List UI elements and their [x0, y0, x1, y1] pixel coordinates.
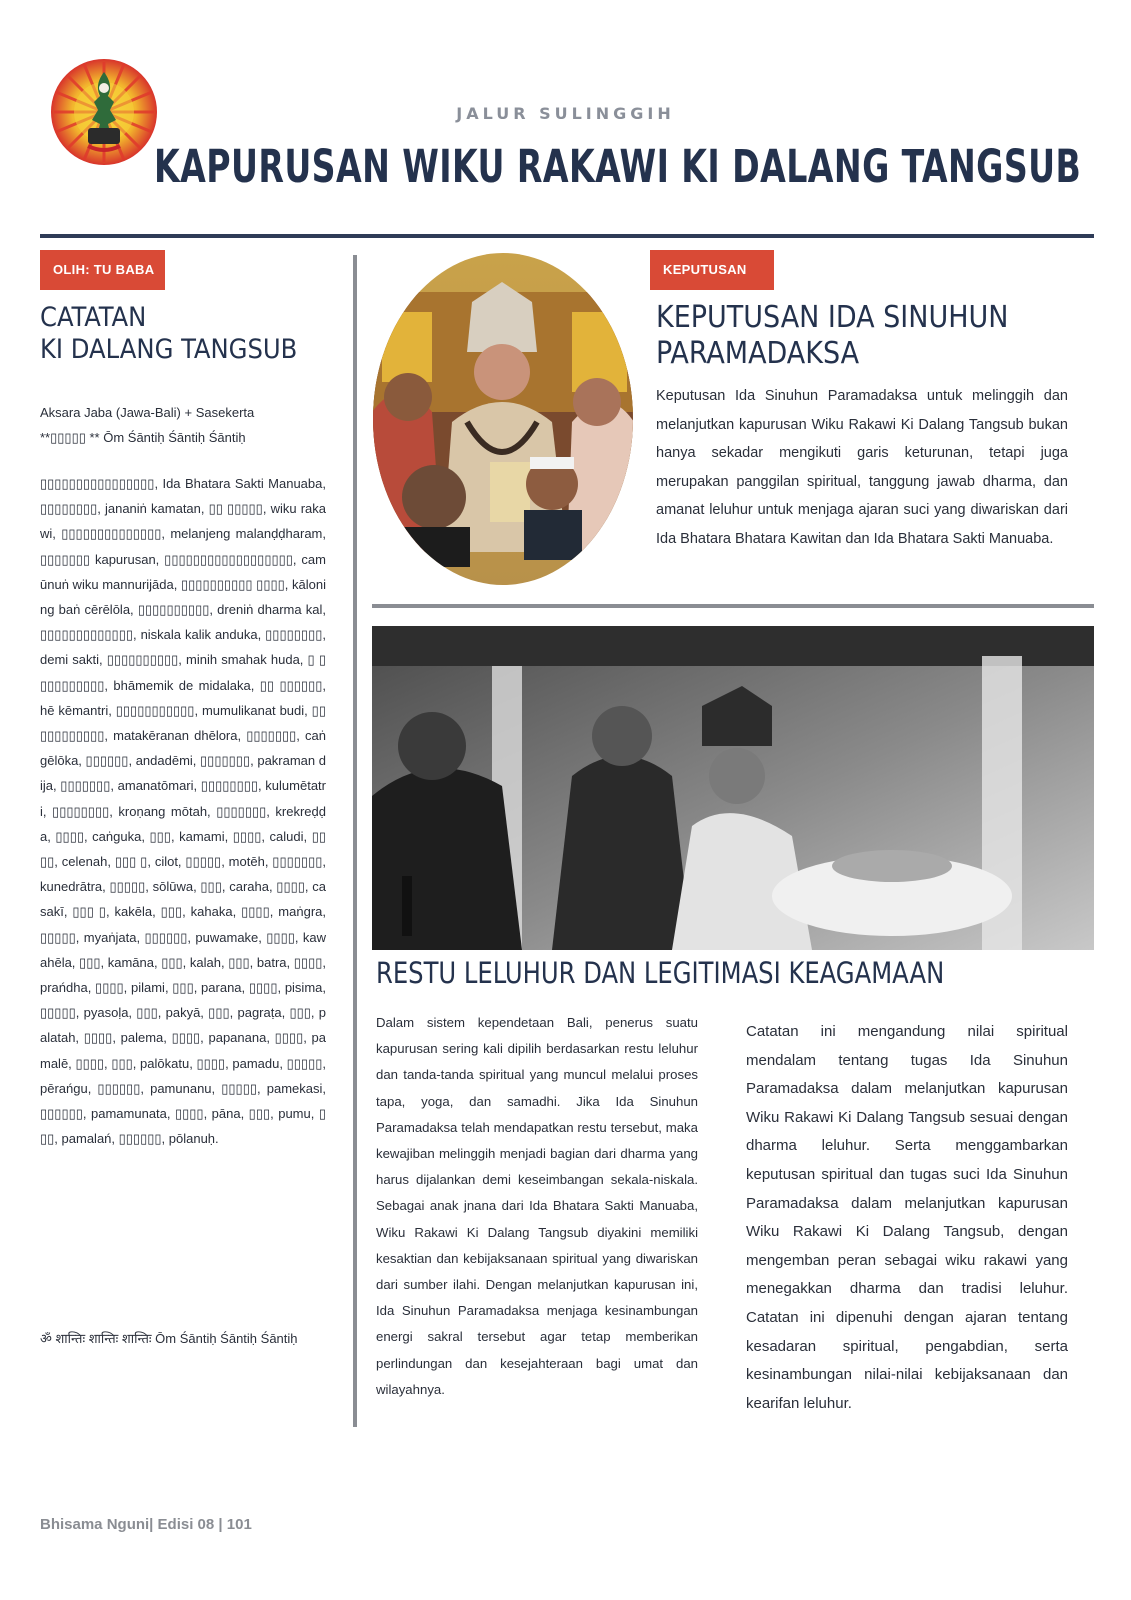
restu-section-title: RESTU LELUHUR DAN LEGITIMASI KEAGAMAAN [376, 956, 945, 990]
decision-title-line-2: PARAMADAKSA [656, 336, 860, 371]
page-title: KAPURUSAN WIKU RAKAWI KI DALANG TANGSUB [154, 140, 1082, 193]
left-subtitle [40, 400, 330, 450]
left-subtitle-line-2: **▯▯▯▯▯ ** Ōm Śāntiḥ Śāntiḥ Śāntiḥ [40, 430, 246, 445]
left-title-line-2: KI DALANG TANGSUB [40, 334, 298, 365]
decision-title-line-1: KEPUTUSAN IDA SINUHUN [656, 300, 1009, 335]
restu-body-column-1: Dalam sistem kependetaan Bali, penerus suatu kapurusan sering kali dipilih berdasarkan restu leluhur dan tanda-tanda spiritual yang muncul melalui proses tapa, yoga, dan samadhi. Jika Ida Sinuhun Paramadaksa telah mendapatkan restu tersebut, maka kewajiban melinggih menjadi bagian dari dharma yang harus dijalankan demi keseimbangan sekala-niskala. Sebagai anak jnana dari Ida Bhatara Sakti Manuaba, Wiku Rakawi Ki Dalang Tangsub diyakini memiliki kesaktian dan kebijaksanaan spiritual yang diwariskan dari sumber ilahi. Dengan melanjutkan kapurusan ini, Ida Sinuhun Paramadaksa menjaga kesinambungan energi sakral tersebut agar tetap memberikan perlindungan dan kesejahteraan bagi umat dan wilayahnya. [376, 1015, 698, 1397]
author-badge: OLIH: TU BABA [40, 250, 165, 290]
ceremony-bw-photo [372, 626, 1094, 950]
column-divider [353, 255, 357, 1427]
priests-circle-photo [372, 252, 634, 586]
left-subtitle-line-1: Aksara Jaba (Jawa-Bali) + Sasekerta [40, 405, 255, 420]
decision-title [656, 300, 1076, 372]
left-title-line-1: CATATAN [40, 302, 147, 333]
decision-body-text: Keputusan Ida Sinuhun Paramadaksa untuk melinggih dan melanjutkan kapurusan Wiku Rakawi Ki Dalang Tangsub bukan hanya sekadar mengikuti garis keturunan, tetapi juga merupakan panggilan spiritual, tanggung jawab dharma, dan amanat leluhur untuk menjaga ajaran suci yang diwariskan dari Ida Bhatara Bhatara Kawitan dan Ida Bhatara Sakti Manuaba. [656, 388, 1068, 547]
left-body-text: ▯▯▯▯▯▯▯▯▯▯▯▯▯▯▯▯, Ida Bhatara Sakti Manuaba, ▯▯▯▯▯▯▯▯, jananiṅ kamatan, ▯▯ ▯▯▯▯▯, wiku rakawi, ▯▯▯▯▯▯▯▯▯▯▯▯▯▯, melanjeng malanḍḍharam, ▯▯▯▯▯▯▯ kapurusan, ▯▯▯▯▯▯▯▯▯▯▯▯▯▯▯▯▯▯, camūnuṅ wiku mannurijāda, ▯▯▯▯▯▯▯▯▯▯ ▯▯▯▯, kāloning baṅ cērēlōla, ▯▯▯▯▯▯▯▯▯▯, dreniṅ dharma kal, ▯▯▯▯▯▯▯▯▯▯▯▯▯, niskala kalik anduka, ▯▯▯▯▯▯▯▯, demi sakti, ▯▯▯▯▯▯▯▯▯▯, minih smahak huda, ▯ ▯▯▯▯▯▯▯▯▯▯, bhāmemik de midalaka, ▯▯ ▯▯▯▯▯▯, hē kēmantri, ▯▯▯▯▯▯▯▯▯▯▯, mumulikanat budi, ▯▯▯▯▯▯▯▯▯▯▯, matakēranan dhēlora, ▯▯▯▯▯▯▯, caṅgēlōka, ▯▯▯▯▯▯, andadēmi, ▯▯▯▯▯▯▯, pakraman dija, ▯▯▯▯▯▯▯, amanatōmari, ▯▯▯▯▯▯▯▯, kulumētatri, ▯▯▯▯▯▯▯▯, kroṇang mōtah, ▯▯▯▯▯▯▯, krekreḍḍa, ▯▯▯▯, caṅguka, ▯▯▯, kamami, ▯▯▯▯, caludi, ▯▯▯▯, celenah, ▯▯▯ ▯, cilot, ▯▯▯▯▯, motēh, ▯▯▯▯▯▯▯, kunedrātra, ▯▯▯▯▯, sōlūwa, ▯▯▯, caraha, ▯▯▯▯, casakī, ▯▯▯ ▯, kakēla, ▯▯▯, kahaka, ▯▯▯▯, maṅgra, ▯▯▯▯▯, myaṅjata, ▯▯▯▯▯▯, puwamake, ▯▯▯▯, kawahēla, ▯▯▯, kamāna, ▯▯▯, kalah, ▯▯▯, batra, ▯▯▯▯, prańdha, ▯▯▯▯, pilami, ▯▯▯, parana, ▯▯▯▯, pisima, ▯▯▯▯▯, pyasoḷa, ▯▯▯, pakyā, ▯▯▯, pagraṭa, ▯▯▯, palatah, ▯▯▯▯, palema, ▯▯▯▯, papanana, ▯▯▯▯, pamalē, ▯▯▯▯, ▯▯▯, palōkatu, ▯▯▯▯, pamadu, ▯▯▯▯▯, pērańgu, ▯▯▯▯▯▯, pamunanu, ▯▯▯▯▯, pamekasi, ▯▯▯▯▯▯, pamamunata, ▯▯▯▯, pāna, ▯▯▯, pumu, ▯▯▯, pamalań, ▯▯▯▯▯▯, pōlanuḥ. [40, 476, 326, 1147]
restu-body-column-2: Catatan ini mengandung nilai spiritual mendalam tentang tugas Ida Sinuhun Paramadaksa dalam melanjutkan kapurusan Wiku Rakawi Ki Dalang Tangsub sesuai dengan dharma leluhur. Serta menggambarkan keputusan spiritual dan tugas suci Ida Sinuhun Paramadaksa dalam melanjutkan kapurusan Wiku Rakawi Ki Dalang Tangsub, dengan mengemban peran sebagai wiku rakawi yang menegakkan dharma dan tradisi leluhur. Catatan ini dipenuhi dengan ajaran tentang kesadaran spiritual, pengabdian, serta kesinambungan nilai-nilai kebijaksanaan dan kearifan leluhur. [746, 1023, 1068, 1412]
decision-badge: KEPUTUSAN [650, 250, 774, 290]
header-divider [40, 234, 1094, 238]
left-article-title [40, 302, 330, 366]
section-divider [372, 604, 1094, 608]
page-footer: Bhisama Nguni| Edisi 08 | 101 [40, 1516, 252, 1533]
section-kicker: JALUR SULINGGIH [456, 104, 675, 123]
left-closing-mantra: ॐ शान्तिः शान्तिः शान्तिः Ōm Śāntiḥ Śāntiḥ Śāntiḥ [40, 1331, 298, 1346]
